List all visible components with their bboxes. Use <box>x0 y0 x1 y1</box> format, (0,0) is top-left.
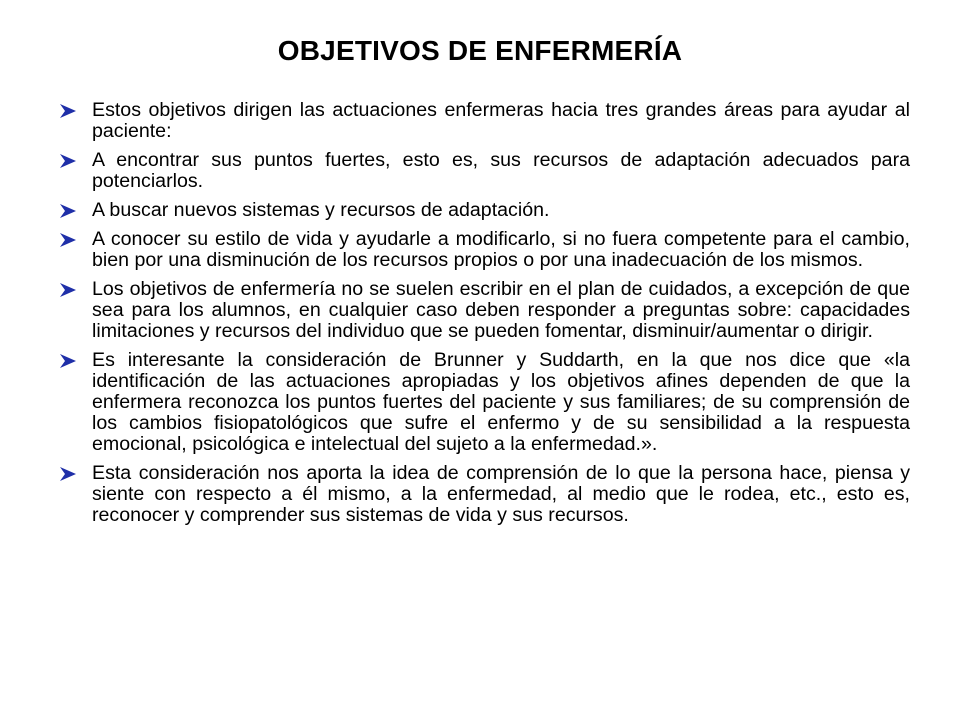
bullet-text: A encontrar sus puntos fuertes, esto es, sus recursos de adaptación adecuados para potenciarlos. <box>92 149 910 192</box>
bullet-item <box>60 463 910 526</box>
bullet-item <box>60 350 910 455</box>
arrow-bullet-icon <box>60 283 76 297</box>
bullet-item <box>60 100 910 142</box>
bullet-text: Es interesante la consideración de Brunner y Suddarth, en la que nos dice que «la identificación de las actuaciones apropiadas y los objetivos afines dependen de que la enfermera reconozca los puntos fuertes del paciente y sus familiares; de su comprensión de los cambios fisiopatológicos que sufre el enfermo y de su sensibilidad a la respuesta emocional, psicológica e intelectual del sujeto a la enfermedad.». <box>92 349 910 455</box>
arrow-bullet-icon <box>60 233 76 247</box>
bullet-text: A buscar nuevos sistemas y recursos de adaptación. <box>92 199 550 221</box>
bullet-list <box>60 100 910 534</box>
arrow-bullet-icon <box>60 354 76 368</box>
arrow-bullet-icon <box>60 104 76 118</box>
bullet-text: Esta consideración nos aporta la idea de comprensión de lo que la persona hace, piensa y siente con respecto a él mismo, a la enfermedad, al medio que le rodea, etc., esto es, reconocer y comprender sus sistemas de vida y sus recursos. <box>92 462 910 526</box>
arrow-bullet-icon <box>60 467 76 481</box>
bullet-text: A conocer su estilo de vida y ayudarle a modificarlo, si no fuera competente para el cambio, bien por una disminución de los recursos propios o por una inadecuación de los mismos. <box>92 228 910 271</box>
bullet-item <box>60 200 910 221</box>
bullet-item <box>60 229 910 271</box>
bullet-item <box>60 279 910 342</box>
arrow-bullet-icon <box>60 154 76 168</box>
arrow-bullet-icon <box>60 204 76 218</box>
bullet-text: Estos objetivos dirigen las actuaciones enfermeras hacia tres grandes áreas para ayudar al paciente: <box>92 99 910 142</box>
slide-title: OBJETIVOS DE ENFERMERÍA <box>277 35 683 66</box>
bullet-item <box>60 150 910 192</box>
bullet-text: Los objetivos de enfermería no se suelen escribir en el plan de cuidados, a excepción de que sea para los alumnos, en cualquier caso deben responder a preguntas sobre: capacidades limitaciones y recursos del individuo que se pueden fomentar, disminuir/aumentar o dirigir. <box>92 278 910 342</box>
